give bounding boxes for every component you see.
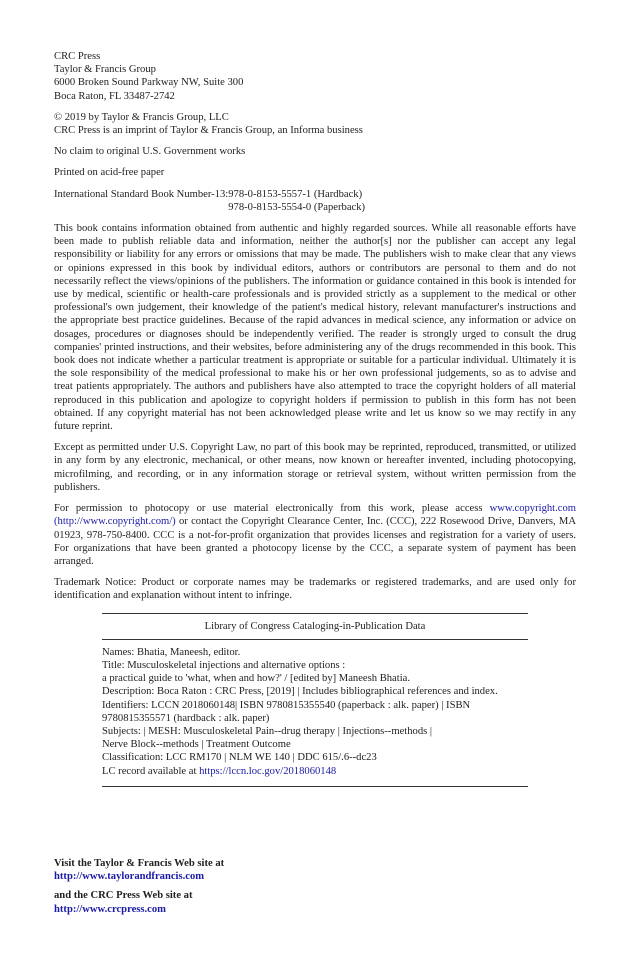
copyright-page	[54, 50, 576, 787]
cip-line: Nerve Block--methods | Treatment Outcome	[102, 739, 291, 751]
cip-line: Subjects: | MESH: Musculoskeletal Pain--drug therapy | Injections--methods |	[102, 725, 433, 737]
isbn-block	[54, 188, 576, 214]
lc-record-prefix: LC record available at	[102, 765, 200, 777]
printed-notice: Printed on acid-free paper	[54, 167, 165, 179]
cip-title: Library of Congress Cataloging-in-Publication Data	[204, 620, 426, 632]
copyright-link[interactable]: www.copyright.com	[489, 503, 576, 515]
tf-website-link[interactable]: http://www.taylorandfrancis.com	[54, 871, 205, 883]
cip-line: 9780815355571 (hardback : alk. paper)	[102, 712, 270, 724]
isbn-label: International Standard Book Number-13:	[54, 188, 229, 200]
isbn-paperback: 978-0-8153-5554-0 (Paperback)	[228, 201, 366, 213]
publisher-group: Taylor & Francis Group	[54, 64, 156, 76]
website-footer	[54, 857, 224, 916]
no-claim-notice: No claim to original U.S. Government works	[54, 146, 246, 158]
cip-line: Identifiers: LCCN 2018060148| ISBN 9780815355540 (paperback : alk. paper) | ISBN	[102, 699, 471, 711]
tf-website-text: Visit the Taylor & Francis Web site at	[54, 858, 225, 869]
permission-paragraph	[54, 502, 576, 568]
isbn-values	[228, 188, 365, 214]
lc-record-line	[102, 765, 528, 778]
cip-line: Names: Bhatia, Maneesh, editor.	[102, 646, 241, 658]
isbn-hardback: 978-0-8153-5557-1 (Hardback)	[228, 188, 363, 200]
publisher-address	[54, 50, 576, 103]
publisher-name: CRC Press	[54, 51, 101, 62]
cip-block	[102, 613, 528, 787]
permission-text-after: or contact the Copyright Clearance Center, Inc. (CCC), 222 Rosewood Drive, Danvers, MA 01923, 978-750-8400. CCC is a not-for-profit organization that provides licenses and registration for a variety of users. For organizations that have been granted a photocopy license by the CCC, a separate system of payment has been arranged.	[54, 516, 576, 567]
cip-line: Title: Musculoskeletal injections and alternative options :	[102, 659, 346, 671]
publisher-city: Boca Raton, FL 33487-2742	[54, 90, 175, 102]
copyright-law-paragraph: Except as permitted under U.S. Copyright Law, no part of this book may be reprinted, reproduced, transmitted, or utilized in any form by any electronic, mechanical, or other means, now known or hereafter invented, including photocopying, microfilming, and recording, or in any information storage or retrieval system, without written permission from the publishers.	[54, 442, 576, 493]
cip-line: a practical guide to 'what, when and how?' / [edited by] Maneesh Bhatia.	[102, 673, 410, 685]
crc-website-link[interactable]: http://www.crcpress.com	[54, 903, 167, 915]
cip-body	[102, 640, 528, 786]
cip-bottom-rule	[102, 786, 528, 787]
crc-website-text: and the CRC Press Web site at	[54, 890, 193, 902]
copyright-line: © 2019 by Taylor & Francis Group, LLC	[54, 111, 229, 123]
disclaimer-paragraph: This book contains information obtained from authentic and highly regarded sources. While all reasonable efforts have been made to publish reliable data and information, neither the author[s] nor the publisher can accept any legal responsibility or liability for any errors or omissions that may be made. The publishers wish to make clear that any views or opinions expressed in this book by individual editors, authors or contributors are personal to them and do not necessarily reflect the views/opinions of the publishers. The information or guidance contained in this book is intended for use by medical, scientific or health-care professionals and is provided strictly as a supplement to the medical or other professional's own judgement, their knowledge of the patient's medical history, relevant manufacturer's instructions and the appropriate best practice guidelines. Because of the rapid advances in medical science, any information or advice on dosages, procedures or diagnoses should be independently verified. The reader is strongly urged to consult the drug companies' printed instructions, and their websites, before administering any of the drugs recommended in this book. This book does not indicate whether a particular treatment is appropriate or suitable for a particular individual. Ultimately it is the sole responsibility of the medical professional to make his or her own professional judgements, so as to advise and treat patients appropriately. The authors and publishers have also attempted to trace the copyright holders of all material reproduced in this publication and apologize to copyright holders if permission to publish in this form has not been obtained. If any copyright material has not been acknowledged please write and let us know so we may rectify in any future reprint.	[54, 223, 576, 433]
permission-text-before: For permission to photocopy or use material electronically from this work, please access	[54, 503, 490, 515]
imprint-line: CRC Press is an imprint of Taylor & Francis Group, an Informa business	[54, 125, 363, 137]
trademark-paragraph: Trademark Notice: Product or corporate names may be trademarks or registered trademarks, and are used only for identification and explanation without intent to infringe.	[54, 577, 576, 602]
lc-record-link[interactable]: https://lccn.loc.gov/2018060148	[199, 765, 337, 777]
copyright-url-link[interactable]: (http://www.copyright.com/)	[54, 516, 176, 528]
cip-line: Description: Boca Raton : CRC Press, [2019] | Includes bibliographical references and index.	[102, 686, 498, 698]
cip-line: Classification: LCC RM170 | NLM WE 140 | DDC 615/.6--dc23	[102, 752, 377, 764]
copyright-notice	[54, 111, 576, 137]
publisher-street: 6000 Broken Sound Parkway NW, Suite 300	[54, 77, 244, 89]
